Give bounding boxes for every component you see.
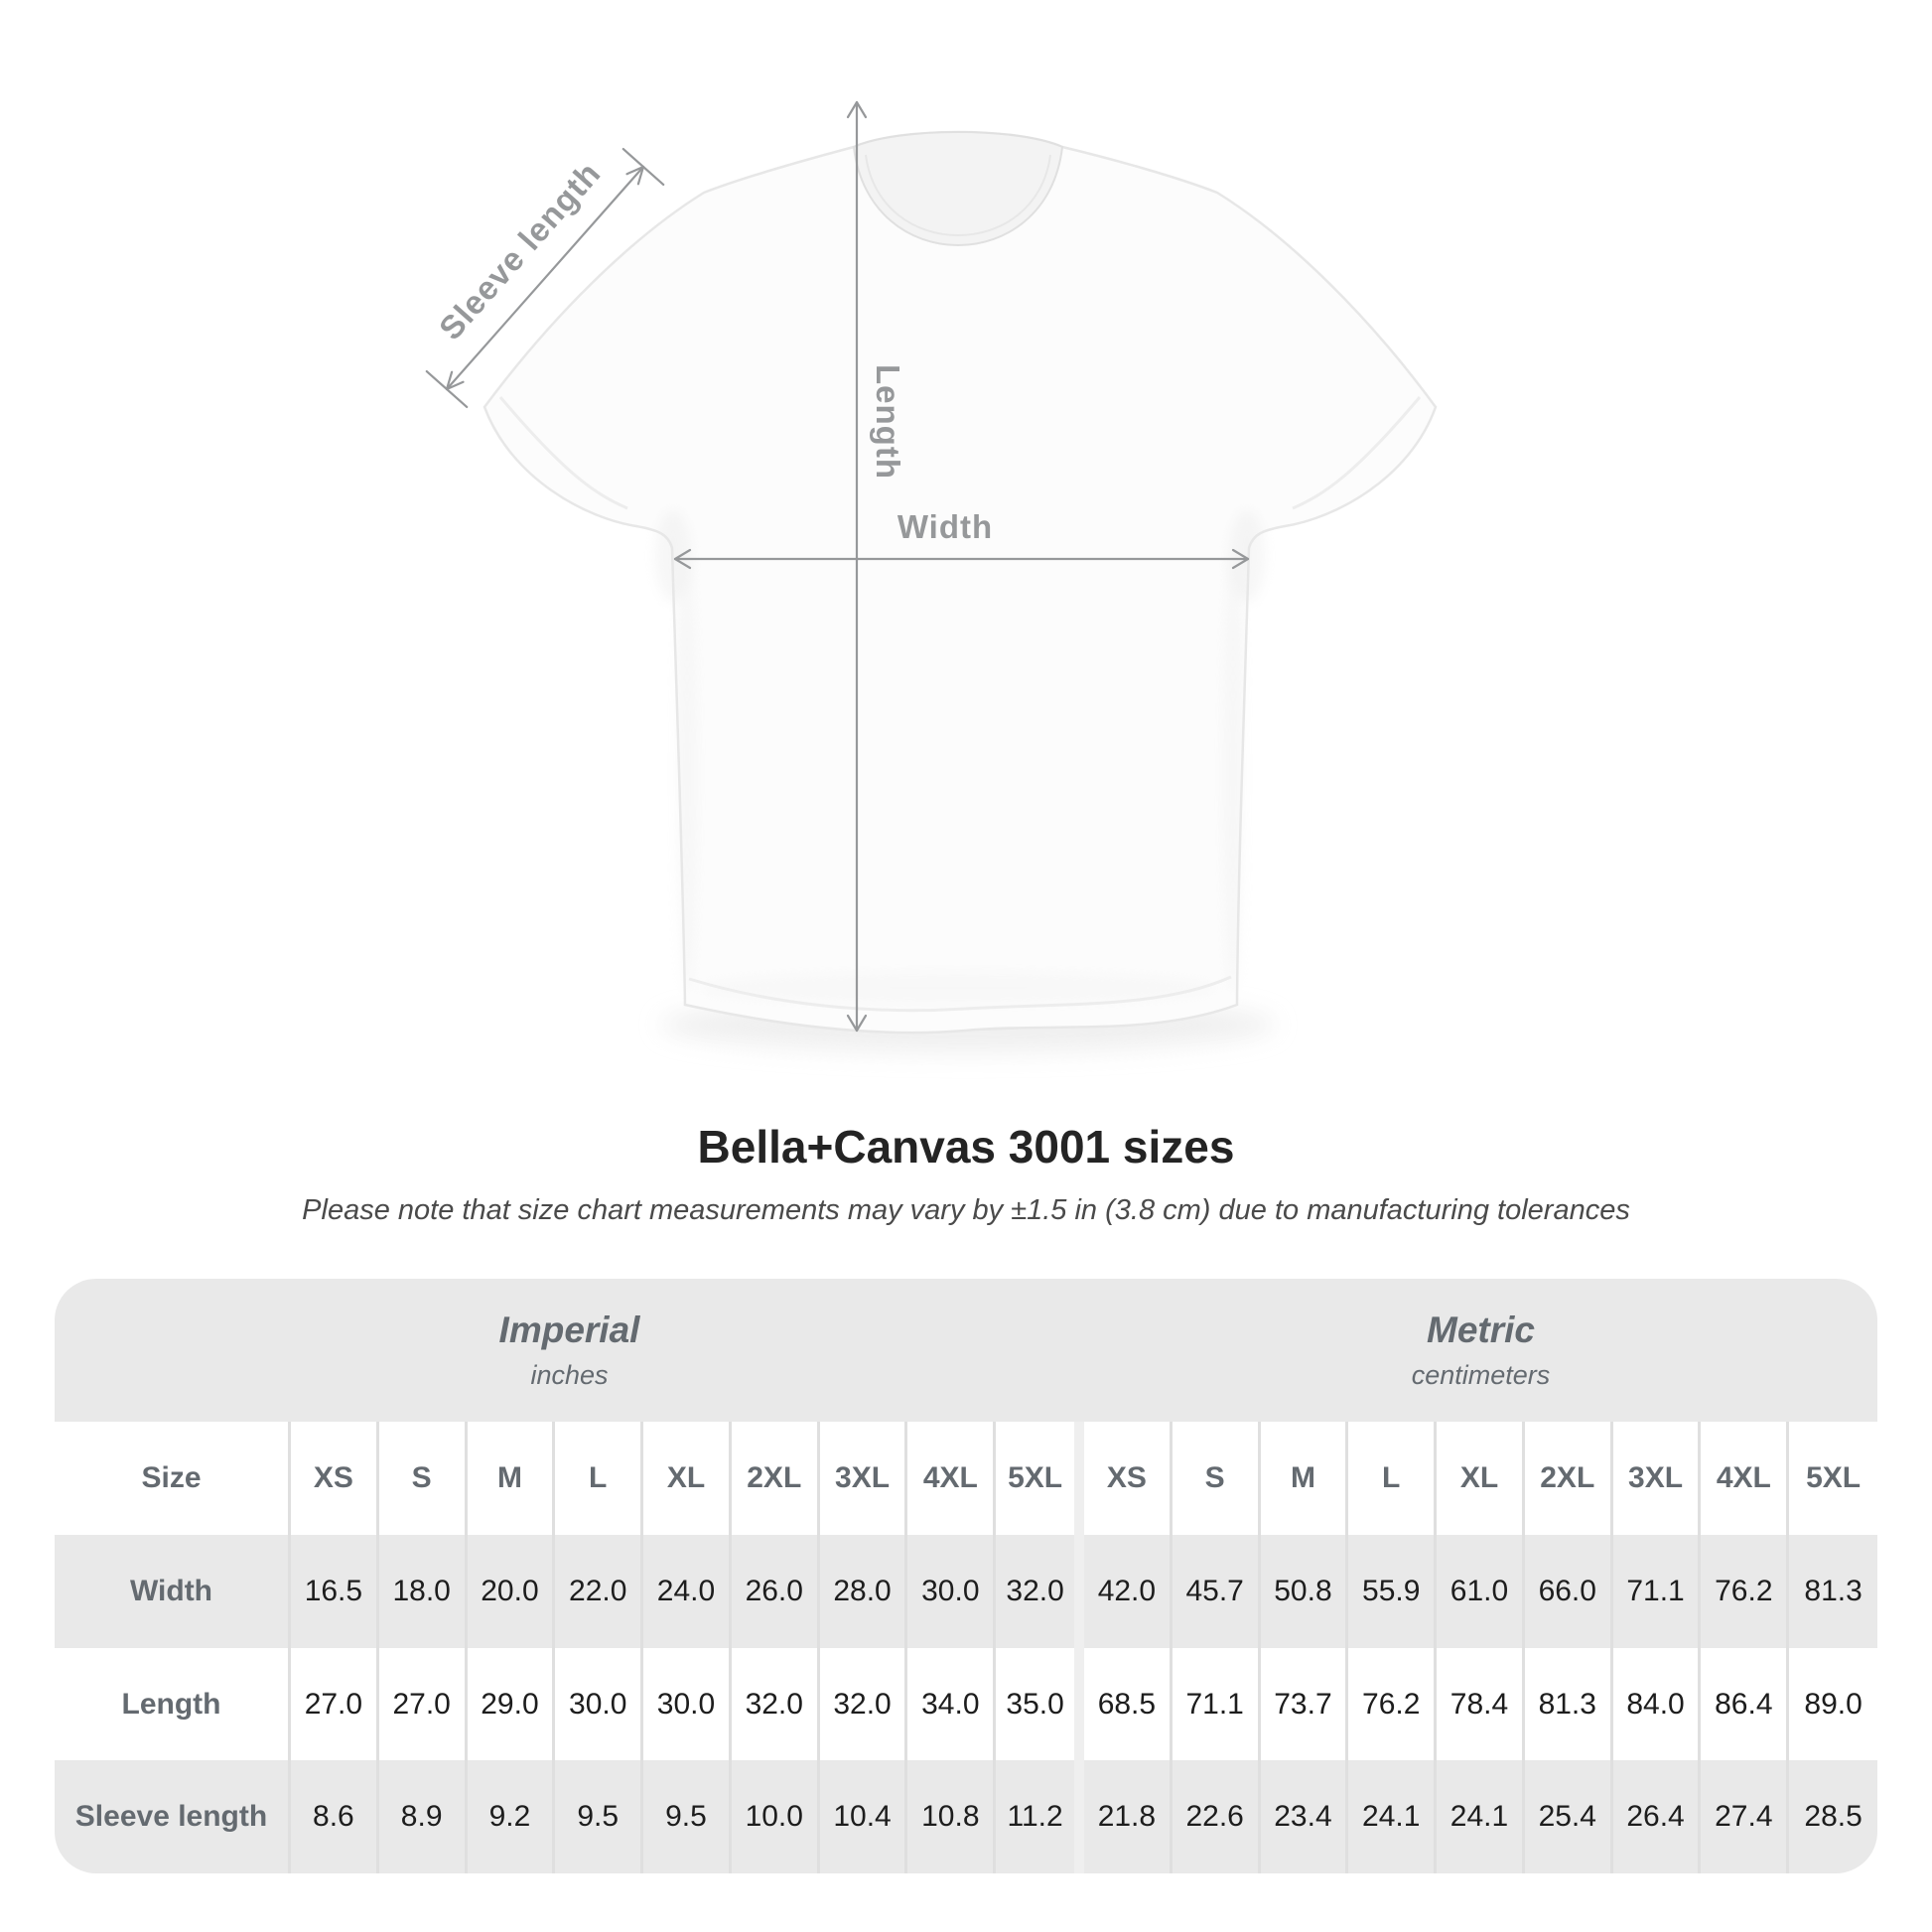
imperial-value-cell: 18.0	[379, 1535, 468, 1648]
imperial-value-cell: 30.0	[643, 1648, 732, 1760]
imperial-value-cell: 27.0	[379, 1648, 468, 1760]
metric-size-header: XL	[1437, 1422, 1525, 1535]
imperial-value-cell: 10.4	[820, 1760, 908, 1873]
imperial-value-cell: 9.5	[555, 1760, 643, 1873]
row-label: Length	[55, 1648, 291, 1760]
metric-value-cell: 71.1	[1613, 1535, 1702, 1648]
page-title: Bella+Canvas 3001 sizes	[697, 1121, 1235, 1173]
imperial-value-cell: 9.2	[468, 1760, 556, 1873]
metric-value-cell: 24.1	[1348, 1760, 1437, 1873]
metric-value-cell: 26.4	[1613, 1760, 1702, 1873]
metric-value-cell: 25.4	[1525, 1760, 1613, 1873]
section-title: Imperial	[498, 1310, 640, 1350]
metric-value-cell: 76.2	[1348, 1648, 1437, 1760]
section-unit: inches	[530, 1360, 609, 1390]
imperial-value-cell: 32.0	[732, 1648, 820, 1760]
imperial-value-cell: 11.2	[996, 1760, 1084, 1873]
metric-size-header: 3XL	[1613, 1422, 1702, 1535]
imperial-size-header: 2XL	[732, 1422, 820, 1535]
metric-size-header: S	[1173, 1422, 1261, 1535]
imperial-value-cell: 24.0	[643, 1535, 732, 1648]
metric-value-cell: 71.1	[1173, 1648, 1261, 1760]
side-shadow-right	[1223, 556, 1243, 993]
imperial-value-cell: 30.0	[907, 1535, 996, 1648]
imperial-value-cell: 9.5	[643, 1760, 732, 1873]
metric-size-header: 2XL	[1525, 1422, 1613, 1535]
metric-value-cell: 66.0	[1525, 1535, 1613, 1648]
metric-value-cell: 84.0	[1613, 1648, 1702, 1760]
imperial-size-header: 4XL	[907, 1422, 996, 1535]
metric-value-cell: 89.0	[1789, 1648, 1877, 1760]
imperial-size-header: L	[555, 1422, 643, 1535]
metric-value-cell: 28.5	[1804, 1800, 1863, 1833]
imperial-value-cell: 32.0	[820, 1648, 908, 1760]
metric-value-cell: 55.9	[1348, 1535, 1437, 1648]
length-label: Length	[870, 364, 906, 480]
side-shadow-left	[677, 556, 697, 993]
imperial-size-header: XL	[643, 1422, 732, 1535]
row-label: Sleeve length	[55, 1760, 291, 1873]
metric-value-cell: 27.4	[1701, 1760, 1789, 1873]
imperial-value-cell: 8.6	[291, 1760, 379, 1873]
imperial-value-cell: 27.0	[291, 1648, 379, 1760]
metric-value-cell: 81.3	[1804, 1575, 1863, 1607]
width-label: Width	[897, 508, 994, 545]
metric-value-cell: 45.7	[1173, 1535, 1261, 1648]
metric-value-cell: 78.4	[1437, 1648, 1525, 1760]
row-label: Width	[55, 1535, 291, 1648]
metric-value-cell: 42.0	[1084, 1535, 1173, 1648]
metric-value-cell: 73.7	[1261, 1648, 1349, 1760]
metric-value-cell: 50.8	[1261, 1535, 1349, 1648]
imperial-value-cell: 35.0	[996, 1648, 1084, 1760]
imperial-size-header: XS	[291, 1422, 379, 1535]
sleeve-length-label: Sleeve length	[431, 154, 609, 347]
tshirt-measurement-diagram	[417, 79, 1469, 1082]
imperial-value-cell: 26.0	[732, 1535, 820, 1648]
metric-size-header: 5XL	[1789, 1422, 1877, 1535]
metric-value-cell: 76.2	[1701, 1535, 1789, 1648]
section-header-metric	[1084, 1279, 1877, 1422]
metric-value-cell: 23.4	[1261, 1760, 1349, 1873]
imperial-size-header: S	[379, 1422, 468, 1535]
metric-size-header: M	[1261, 1422, 1349, 1535]
metric-size-header: L	[1348, 1422, 1437, 1535]
size-chart-table	[55, 1279, 1877, 1873]
imperial-value-cell: 8.9	[379, 1760, 468, 1873]
imperial-size-header: 3XL	[820, 1422, 908, 1535]
section-header-imperial	[55, 1279, 1084, 1422]
imperial-size-header: 5XL	[996, 1422, 1084, 1535]
metric-value-cell: 68.5	[1084, 1648, 1173, 1760]
imperial-value-cell: 32.0	[996, 1535, 1084, 1648]
metric-value-cell: 81.3	[1525, 1648, 1613, 1760]
imperial-value-cell: 22.0	[555, 1535, 643, 1648]
size-column-header: Size	[55, 1422, 291, 1535]
imperial-value-cell: 34.0	[907, 1648, 996, 1760]
metric-size-header: XS	[1084, 1422, 1173, 1535]
imperial-size-header: M	[468, 1422, 556, 1535]
tolerance-note: Please note that size chart measurements may vary by ±1.5 in (3.8 cm) due to manufacturing tolerances	[302, 1194, 1630, 1226]
tshirt-outline	[484, 132, 1436, 1033]
imperial-value-cell: 28.0	[820, 1535, 908, 1648]
metric-value-cell: 61.0	[1437, 1535, 1525, 1648]
imperial-value-cell: 10.0	[732, 1760, 820, 1873]
metric-value-cell: 22.6	[1173, 1760, 1261, 1873]
imperial-value-cell: 20.0	[468, 1535, 556, 1648]
imperial-value-cell: 29.0	[468, 1648, 556, 1760]
metric-value-cell: 21.8	[1084, 1760, 1173, 1873]
section-title: Metric	[1427, 1310, 1535, 1350]
imperial-value-cell: 10.8	[907, 1760, 996, 1873]
metric-size-header: 4XL	[1701, 1422, 1789, 1535]
imperial-value-cell: 16.5	[291, 1535, 379, 1648]
metric-value-cell: 24.1	[1437, 1760, 1525, 1873]
metric-value-cell: 86.4	[1701, 1648, 1789, 1760]
section-unit: centimeters	[1411, 1360, 1551, 1390]
imperial-value-cell: 30.0	[555, 1648, 643, 1760]
